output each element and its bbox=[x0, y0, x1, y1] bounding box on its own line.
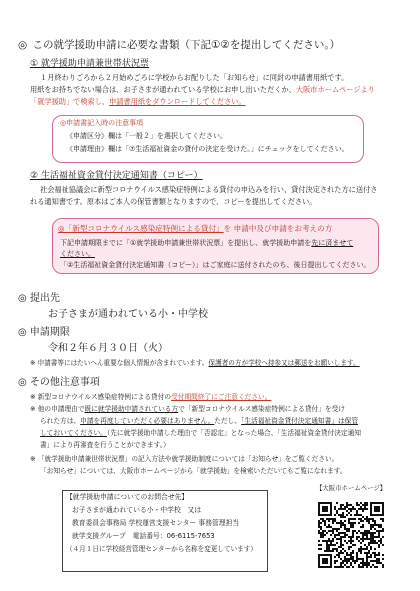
corona-box-line3: 「②生活福祉資金貸付決定通知書（コピー）」はご家庭に送付されたのち、後日提出してください。 bbox=[60, 261, 371, 269]
submit-heading: ◎ 提出先 bbox=[18, 293, 60, 304]
corona-box-title: ◎「新型コロナウイルス感染症特例による貸付」を 申請中及び申請をお考えの方 bbox=[58, 224, 333, 233]
bullet-mark: ◎ bbox=[18, 39, 28, 51]
item1-p2: 用紙をお持ちでない場合は、お子さまが通われている学校にお申し出いただくか、大阪市ホームページより bbox=[30, 85, 375, 94]
notes-line1: 《申請区分》欄は「一般２」を選択してください。 bbox=[66, 132, 227, 140]
contact-line5: （４月１日に学校経営管理センターから名称を変更しています） bbox=[66, 545, 257, 553]
other-heading: ◎ その他注意事項 bbox=[18, 377, 100, 388]
other-note5: 書」により再審査を行うことができます。） bbox=[40, 441, 170, 449]
qr-code-icon[interactable] bbox=[316, 500, 386, 570]
corona-box-line2: ください。 bbox=[60, 250, 95, 258]
item2-p1: 社会福祉協議会に新型コロナウイルス感染症特例による貸付の申込みを行い、貸付決定された方に送付さ bbox=[40, 185, 378, 194]
notes-title: ◎申請書記入時の注意事項 bbox=[60, 119, 144, 127]
contact-box bbox=[62, 490, 268, 572]
contact-line2: お子さまが通われている小・中学校 又は bbox=[72, 506, 202, 514]
contact-line1: 【就学援助申請についてのお問合せ先】 bbox=[66, 493, 189, 501]
submit-text: お子さまが通われている小・中学校 bbox=[48, 309, 208, 320]
deadline-heading: ◎ 申請期限 bbox=[18, 327, 70, 338]
deadline-note: ※ 申請書等にはたいへん重要な個人情報が含まれています。保護者の方が学校へ持参又は郵送をお願いします。 bbox=[30, 359, 360, 367]
item1-p3: 「就学援助」で検索し、申請書用紙をダウンロードしてください。 bbox=[30, 97, 246, 106]
other-note3: られた方は、申請を再度していただく必要はありません。ただし、「生活福祉資金貸付決定通知書」は保管 bbox=[40, 417, 359, 425]
item2-heading: ② 生活福祉資金貸付決定通知書（コピー） bbox=[30, 171, 203, 181]
other-note2: ※ 他の申請理由で既に就学援助申請されている方で「新型コロナウイルス感染症特例による貸付」を受け bbox=[30, 405, 345, 413]
contact-line3: 教育委員会事務局 学校運営支援センター 事務管理担当 bbox=[72, 519, 240, 527]
contact-line4: 就学支援グループ 電話番号：06-6115-7653 bbox=[72, 532, 215, 540]
qr-label: 【大阪市ホームページ】 bbox=[316, 484, 387, 492]
download-note: 申請書用紙をダウンロードしてください。 bbox=[109, 97, 246, 106]
item1-heading: ① 就学援助申請兼世帯状況票 bbox=[30, 59, 149, 69]
homepage-note: 大阪市ホームページより bbox=[295, 85, 375, 94]
other-note6: ※ 「就学援助申請兼世帯状況票」の記入方法や就学援助制度については「お知らせ」をご覧ください。 bbox=[30, 455, 339, 463]
other-note1: ※ 新型コロナウイルス感染症特例による貸付の受付期間終了にご注意ください。 bbox=[30, 393, 272, 401]
other-note7: 「お知らせ」については、大阪市ホームページから「就学援助」を検索いただいてもご覧になれます。 bbox=[40, 467, 347, 475]
notes-line2: 《申請理由》欄は「⑦生活福祉資金の貸付の決定を受けた。」にチェックをしてください。 bbox=[66, 145, 349, 153]
item2-p2: れる通知書です。原本はご本人の保管書類となりますので、コピーを提出してください。 bbox=[30, 197, 317, 206]
main-title bbox=[18, 40, 340, 51]
deadline-date: 令和２年６月３０日（火） bbox=[48, 343, 168, 354]
corona-box-line1: 下記申請期限までに「①就学援助申請兼世帯状況票」を提出し、就学援助申請を先に済ませて bbox=[60, 239, 354, 247]
other-note4: しておいてください。（先に就学援助申請した理由で「否認定」となった場合、「生活福祉資金貸付決定通知 bbox=[40, 429, 361, 437]
item1-p1: １月終わりごろから２月始めごろに学校からお配りした「お知らせ」に同封の申請書用紙です。 bbox=[40, 73, 349, 82]
main-title-text: この就学援助申請に必要な書類（下記①②を提出してください。） bbox=[32, 39, 341, 51]
